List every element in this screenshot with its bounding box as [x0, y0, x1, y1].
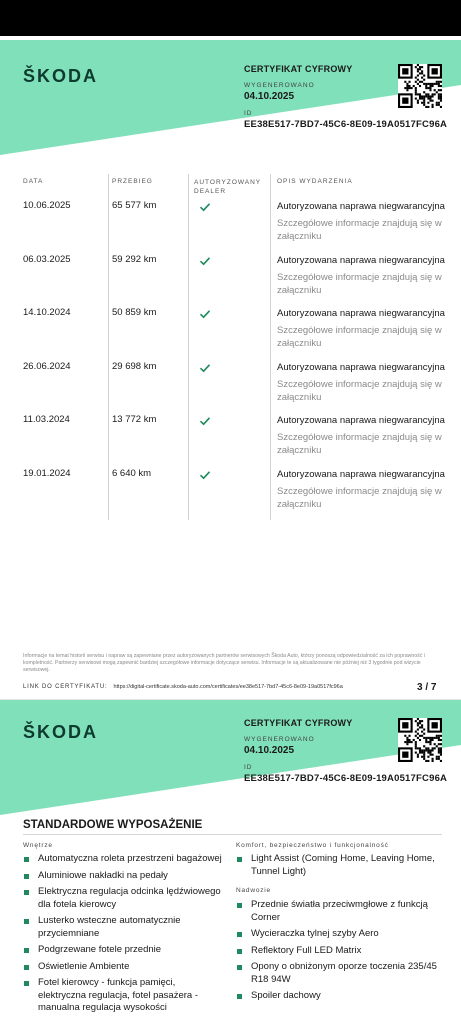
row-description-title: Autoryzowana naprawa niegwarancyjna	[277, 255, 445, 266]
row-date: 10.06.2025	[23, 200, 71, 211]
row-date: 19.01.2024	[23, 468, 71, 479]
check-icon	[199, 255, 211, 267]
comfort-heading: Komfort, bezpieczeństwo i funkcjonalność	[236, 842, 389, 849]
row-mileage: 13 772 km	[112, 414, 157, 425]
qr-code	[398, 718, 442, 762]
cert-title: CERTYFIKAT CYFROWY	[244, 718, 353, 728]
certificate-link[interactable]: https://digital-certificate.skoda-auto.com/certificates/ee38e517-7bd7-45c6-8e09-19a0517fc96a	[113, 684, 343, 690]
row-date: 11.03.2024	[23, 414, 70, 425]
skoda-logo: ŠKODA	[23, 66, 99, 86]
row-description	[277, 254, 457, 297]
page-number: 3 / 7	[417, 682, 437, 693]
row-mileage: 6 640 km	[112, 468, 152, 479]
body-heading: Nadwozie	[236, 887, 271, 894]
col-header-description: OPIS WYDARZENIA	[277, 178, 353, 185]
comfort-list	[236, 853, 451, 882]
certificate-link-label: LINK DO CERTYFIKATU:	[23, 684, 108, 690]
check-icon	[199, 308, 211, 320]
row-date: 26.06.2024	[23, 361, 71, 372]
row-description-title: Autoryzowana naprawa niegwarancyjna	[277, 201, 445, 212]
list-item: Automatyczna roleta przestrzeni bagażowej	[23, 853, 223, 866]
interior-heading: Wnętrze	[23, 842, 53, 849]
body-list	[236, 899, 451, 1007]
check-icon	[199, 201, 211, 213]
row-description	[277, 414, 457, 457]
row-description-note: Szczegółowe informacje znajdują się w załączniku	[277, 432, 442, 456]
row-description-title: Autoryzowana naprawa niegwarancyjna	[277, 469, 445, 480]
cert-id: EE38E517-7BD7-45C6-8E09-19A0517FC96A	[244, 119, 448, 130]
cert-title: CERTYFIKAT CYFROWY	[244, 64, 353, 74]
row-description-note: Szczegółowe informacje znajdują się w załączniku	[277, 272, 442, 296]
top-black-bar	[0, 0, 461, 36]
list-item: Podgrzewane fotele przednie	[23, 944, 223, 957]
interior-list	[23, 853, 223, 1019]
check-icon	[199, 362, 211, 374]
service-footnote: Informacje na temat historii serwisu i napraw są zapewniane przez autoryzowanych partnerów serwisowych Škoda Auto, którzy ponoszą odpowiedzialność za ich poprawność i kompletność. Partnerzy serwisowi mogą zapewnić bardziej szczegółowe informacje dotyczące serwisu. Informacje te są aktualizowane nie później niż 3 tygodnie pod wizycie serwisowej.	[23, 653, 425, 673]
col-header-dealer: AUTORYZOWANY DEALER	[194, 179, 262, 195]
row-description-title: Autoryzowana naprawa niegwarancyjna	[277, 308, 445, 319]
list-item: Light Assist (Coming Home, Leaving Home, Tunnel Light)	[236, 853, 451, 878]
row-description	[277, 361, 457, 404]
list-item: Reflektory Full LED Matrix	[236, 945, 451, 958]
section-title: STANDARDOWE WYPOSAŻENIE	[23, 819, 203, 831]
certificate-link-row	[23, 684, 343, 690]
row-description	[277, 200, 457, 243]
list-item: Lusterko wsteczne automatycznie przyciemniane	[23, 915, 223, 940]
list-item: Opony o obniżonym oporze toczenia 235/45 R18 94W	[236, 961, 451, 986]
column-divider	[270, 174, 271, 520]
id-label: ID	[244, 110, 253, 117]
generated-label: WYGENEROWANO	[244, 736, 315, 743]
row-description-title: Autoryzowana naprawa niegwarancyjna	[277, 362, 445, 373]
row-description-note: Szczegółowe informacje znajdują się w załączniku	[277, 379, 442, 403]
generated-date: 04.10.2025	[244, 745, 295, 756]
col-header-mileage: PRZEBIEG	[112, 178, 153, 185]
check-icon	[199, 469, 211, 481]
row-description-note: Szczegółowe informacje znajdują się w załączniku	[277, 486, 442, 510]
generated-label: WYGENEROWANO	[244, 82, 315, 89]
cert-id: EE38E517-7BD7-45C6-8E09-19A0517FC96A	[244, 773, 448, 784]
check-icon	[199, 415, 211, 427]
list-item: Fotel kierowcy - funkcja pamięci, elektryczna regulacja, fotel pasażera - manualna regulacja wysokości	[23, 977, 223, 1015]
list-item: Spoiler dachowy	[236, 990, 451, 1003]
row-mileage: 65 577 km	[112, 200, 157, 211]
list-item: Elektryczna regulacja odcinka lędźwiowego dla fotela kierowcy	[23, 886, 223, 911]
id-label: ID	[244, 764, 253, 771]
skoda-logo: ŠKODA	[23, 722, 99, 742]
page2-header	[0, 700, 461, 815]
row-description-note: Szczegółowe informacje znajdują się w załączniku	[277, 325, 442, 349]
col-header-date: DATA	[23, 178, 44, 185]
row-description	[277, 307, 457, 350]
page1-header	[0, 40, 461, 155]
row-description	[277, 468, 457, 511]
list-item: Aluminiowe nakładki na pedały	[23, 870, 223, 883]
generated-date: 04.10.2025	[244, 91, 295, 102]
column-divider	[188, 174, 189, 520]
row-mileage: 59 292 km	[112, 254, 157, 265]
list-item: Oświetlenie Ambiente	[23, 961, 223, 974]
row-date: 06.03.2025	[23, 254, 71, 265]
section-divider	[23, 834, 442, 835]
row-description-note: Szczegółowe informacje znajdują się w załączniku	[277, 218, 442, 242]
list-item: Wycieraczka tylnej szyby Aero	[236, 928, 451, 941]
row-date: 14.10.2024	[23, 307, 71, 318]
row-mileage: 29 698 km	[112, 361, 157, 372]
row-description-title: Autoryzowana naprawa niegwarancyjna	[277, 415, 445, 426]
column-divider	[108, 174, 109, 520]
row-mileage: 50 859 km	[112, 307, 157, 318]
list-item: Przednie światła przeciwmgłowe z funkcją Corner	[236, 899, 451, 924]
qr-code	[398, 64, 442, 108]
